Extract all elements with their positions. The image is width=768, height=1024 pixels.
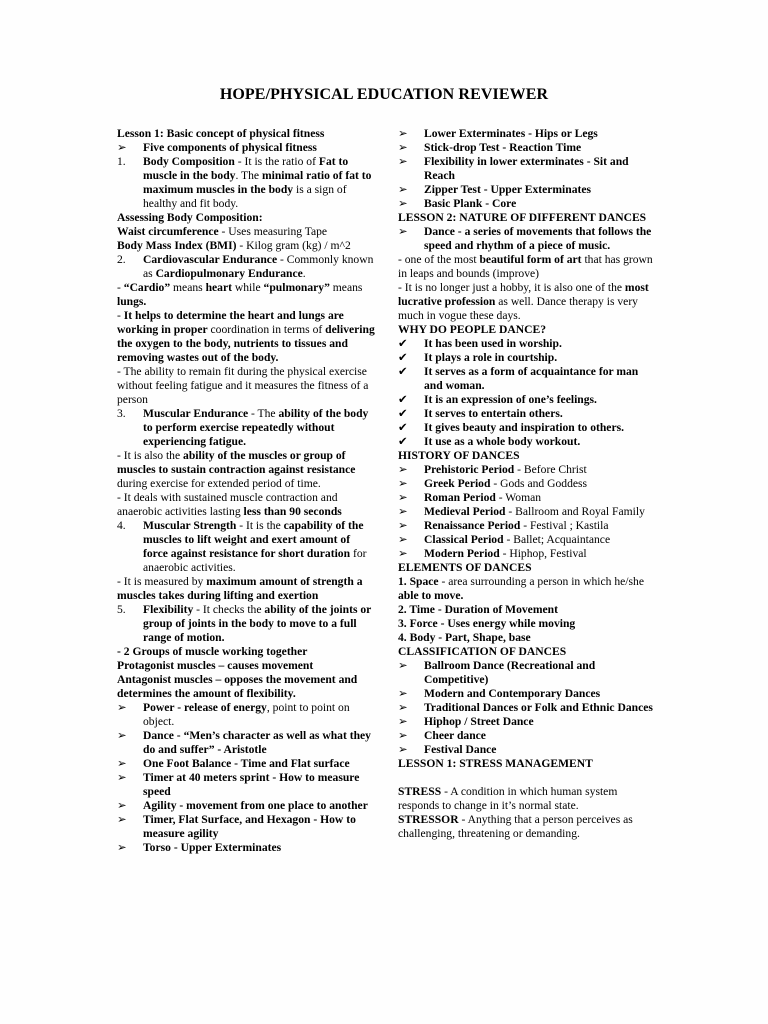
paragraph [117,239,375,253]
arrow-bullet-item [398,743,656,757]
text-run: for anaerobic activities. [143,547,367,574]
paragraph [117,659,375,673]
text-run: - [117,281,124,294]
bold-text-run: It helps to determine the heart and lungs are working in proper [117,309,344,336]
arrow-bullet-icon: ➢ [117,141,127,154]
text-run: - The ability to remain fit during the physical exercise without feeling fatigue and it measures the fitness of a person [117,365,369,406]
text-run: while [231,281,264,294]
bold-text-run: It use as a whole body workout. [424,435,581,448]
bold-text-run: Torso - Upper Exterminates [143,841,282,854]
text-run: . The [235,169,262,182]
arrow-bullet-item [398,701,656,715]
bold-text-run: Cheer dance [424,729,486,742]
arrow-bullet-item [398,659,656,687]
arrow-bullet-item [398,547,656,561]
bold-text-run: Prehistoric Period [424,463,515,476]
bold-text-run: capability of the muscles to lift weight and exert amount of force against resistance for short duration [143,519,364,560]
bold-text-run: Zipper Test - Upper Exterminates [424,183,592,196]
arrow-bullet-icon: ➢ [398,197,408,210]
arrow-bullet-icon: ➢ [398,491,408,504]
checkmark-icon: ✔ [398,435,408,448]
bold-text-run: Festival Dance [424,743,497,756]
text-run: - Festival ; Kastila [520,519,609,532]
arrow-bullet-icon: ➢ [398,743,408,756]
bold-text-run: It serves to entertain others. [424,407,563,420]
bold-text-run: Waist circumference [117,225,219,238]
paragraph [398,813,656,841]
paragraph [398,645,656,659]
arrow-bullet-item [398,687,656,701]
arrow-bullet-item [117,813,375,841]
arrow-bullet-icon: ➢ [398,659,408,672]
bold-text-run: Flexibility [143,603,194,616]
arrow-bullet-icon: ➢ [398,155,408,168]
text-run: - It is measured by [117,575,207,588]
text-run: - one of the most [398,253,480,266]
arrow-bullet-icon: ➢ [117,799,127,812]
text-run: - Ballet; Acquaintance [503,533,611,546]
bold-text-run: 1. Space [398,575,439,588]
text-run: - Gods and Goddess [490,477,588,490]
bold-text-run: One Foot Balance - Time and Flat surface [143,757,350,770]
text-run: - Hiphop, Festival [499,547,587,560]
checkmark-icon: ✔ [398,407,408,420]
bold-text-run: “Cardio” [123,281,171,294]
bold-text-run: Body Mass Index (BMI) [117,239,237,252]
text-run: as well. Dance therapy is very much in vogue these days. [398,295,638,322]
bold-text-run: Medieval Period [424,505,506,518]
arrow-bullet-item [398,155,656,183]
arrow-bullet-icon: ➢ [398,533,408,546]
item-number: 5. [117,603,126,616]
heading-text: WHY DO PEOPLE DANCE? [398,323,547,336]
bold-text-run: STRESSOR [398,813,459,826]
paragraph [398,281,656,323]
bold-text-run: Hiphop / Street Dance [424,715,534,728]
bold-text-run: maximum amount of strength a muscles takes during lifting and exertion [117,575,363,602]
bold-text-run: most lucrative profession [398,281,649,308]
paragraph [398,253,656,281]
heading-text: CLASSIFICATION OF DANCES [398,645,567,658]
text-run: means [329,281,363,294]
paragraph [398,785,656,813]
bold-text-run: lungs. [117,295,147,308]
text-run: coordination in terms of [207,323,326,336]
arrow-bullet-icon: ➢ [398,127,408,140]
paragraph [398,323,656,337]
blank-line [398,771,656,785]
paragraph [117,281,375,309]
arrow-bullet-item [398,505,656,519]
check-item [398,337,656,351]
arrow-bullet-icon: ➢ [117,701,127,714]
bold-text-run: ability of the muscles or group of muscles to sustain contraction against resistance [117,449,356,476]
bold-text-run: Timer, Flat Surface, and Hexagon - How to measure agility [143,813,356,840]
checkmark-icon: ✔ [398,365,408,378]
text-run: - Anything that a person perceives as challenging, threatening or demanding. [398,813,633,840]
arrow-bullet-item [117,141,375,155]
bold-text-run: delivering the oxygen to the body, nutrients to tissues and removing wastes out of the body. [117,323,375,364]
bold-text-run: It plays a role in courtship. [424,351,558,364]
text-run: is a sign of healthy and fit body. [143,183,347,210]
arrow-bullet-icon: ➢ [398,505,408,518]
text-run: - It is the ratio of [234,155,319,168]
arrow-bullet-icon: ➢ [398,687,408,700]
arrow-bullet-item [117,757,375,771]
paragraph [398,757,656,771]
bold-text-run: Modern and Contemporary Dances [424,687,601,700]
arrow-bullet-icon: ➢ [398,519,408,532]
paragraph [117,365,375,407]
text-run: . [302,267,306,280]
heading-text: 2. Time - Duration of Movement [398,603,558,616]
arrow-bullet-item [398,183,656,197]
check-item [398,393,656,407]
arrow-bullet-icon: ➢ [117,757,127,770]
arrow-bullet-icon: ➢ [398,701,408,714]
checkmark-icon: ✔ [398,351,408,364]
bold-text-run: Timer at 40 meters sprint - How to measure speed [143,771,360,798]
bold-text-run: ability of the joints or group of joints in the body to move to a full range of motion. [143,603,372,644]
arrow-bullet-icon: ➢ [117,771,127,784]
text-run: during exercise for extended period of time. [117,477,321,490]
arrow-bullet-icon: ➢ [117,729,127,742]
check-item [398,351,656,365]
text-run: - It is no longer just a hobby, it is also one of the [398,281,625,294]
heading-text: LESSON 2: NATURE OF DIFFERENT DANCES [398,211,647,224]
text-run: - It deals with sustained muscle contraction and anaerobic activities lasting [117,491,338,518]
heading-text: ELEMENTS OF DANCES [398,561,532,574]
arrow-bullet-item [117,799,375,813]
bold-text-run: Stick-drop Test - Reaction Time [424,141,582,154]
bold-text-run: It serves as a form of acquaintance for man and woman. [424,365,639,392]
arrow-bullet-item [117,841,375,855]
heading-text: HISTORY OF DANCES [398,449,520,462]
arrow-bullet-item [117,771,375,799]
bold-text-run: Flexibility in lower exterminates - Sit and Reach [424,155,629,182]
bold-text-run: Roman Period [424,491,496,504]
paragraph [117,673,375,701]
checkmark-icon: ✔ [398,393,408,406]
arrow-bullet-item [398,127,656,141]
text-run: - Before Christ [514,463,587,476]
numbered-item [117,155,375,211]
bold-text-run: Basic Plank - Core [424,197,517,210]
arrow-bullet-icon: ➢ [398,463,408,476]
arrow-bullet-item [117,729,375,757]
bold-text-run: Dance - “Men’s character as well as what they do and suffer” - Aristotle [143,729,371,756]
text-run: - It is also the [117,449,184,462]
text-run: - A condition in which human system responds to change in it’s normal state. [398,785,618,812]
paragraph [117,575,375,603]
bold-text-run: Five components of physical fitness [143,141,317,154]
checkmark-icon: ✔ [398,337,408,350]
numbered-item [117,407,375,449]
paragraph [117,491,375,519]
bold-text-run: Renaissance Period [424,519,521,532]
text-run: - area surrounding a person in which he/she [438,575,644,588]
check-item [398,365,656,393]
arrow-bullet-item [398,477,656,491]
bold-text-run: - 2 Groups of muscle working together [117,645,308,658]
text-run: - [117,309,124,322]
left-column [117,127,375,855]
numbered-item [117,603,375,645]
arrow-bullet-item [398,533,656,547]
bold-text-run: STRESS [398,785,442,798]
bold-text-run: Ballroom Dance (Recreational and Competitive) [424,659,596,686]
text-run: , point to point on object. [143,701,350,728]
page-title: HOPE/PHYSICAL EDUCATION REVIEWER [219,86,549,103]
arrow-bullet-icon: ➢ [398,183,408,196]
arrow-bullet-item [398,491,656,505]
bold-text-run: Antagonist muscles – opposes the movement and determines the amount of flexibility. [117,673,358,700]
paragraph [117,449,375,491]
bold-text-run: “pulmonary” [263,281,330,294]
text-run: means [170,281,206,294]
text-run: - It checks the [193,603,265,616]
bold-text-run: Modern Period [424,547,500,560]
arrow-bullet-icon: ➢ [117,841,127,854]
text-run: - Woman [495,491,542,504]
numbered-item [117,519,375,575]
arrow-bullet-icon: ➢ [398,477,408,490]
bold-text-run: ability of the body to perform exercise repeatedly without experiencing fatigue. [143,407,369,448]
bold-text-run: Greek Period [424,477,491,490]
bold-text-run: Power - release of energy [143,701,267,714]
arrow-bullet-icon: ➢ [398,141,408,154]
arrow-bullet-icon: ➢ [398,547,408,560]
paragraph [117,127,375,141]
check-item [398,421,656,435]
heading-text: Lesson 1: Basic concept of physical fitness [117,127,325,140]
bold-text-run: Muscular Strength [143,519,237,532]
bold-text-run: heart [205,281,232,294]
check-item [398,407,656,421]
paragraph [398,211,656,225]
arrow-bullet-item [398,197,656,211]
arrow-bullet-item [398,225,656,253]
bold-text-run: Protagonist muscles – causes movement [117,659,314,672]
item-number: 2. [117,253,126,266]
arrow-bullet-item [117,701,375,729]
text-run: - Uses measuring Tape [218,225,328,238]
heading-text: 3. Force - Uses energy while moving [398,617,576,630]
numbered-item [117,253,375,281]
bold-text-run: Dance - a series of movements that follows the speed and rhythm of a piece of music. [424,225,652,252]
bold-text-run: Lower Exterminates - Hips or Legs [424,127,598,140]
bold-text-run: It is an expression of one’s feelings. [424,393,597,406]
paragraph [398,449,656,463]
arrow-bullet-icon: ➢ [398,225,408,238]
heading-text: Assessing Body Composition: [117,211,263,224]
paragraph [398,561,656,575]
item-number: 1. [117,155,126,168]
bold-text-run: Agility - movement from one place to another [143,799,368,812]
check-item [398,435,656,449]
bold-text-run: Fat to muscle in the body [143,155,349,182]
paragraph [117,211,375,225]
right-column [398,127,656,841]
paragraph [398,617,656,631]
arrow-bullet-icon: ➢ [117,813,127,826]
paragraph [398,575,656,603]
bold-text-run: Body Composition [143,155,235,168]
text-run: - It is the [236,519,284,532]
text-run: that has grown in leaps and bounds (improve) [398,253,653,280]
bold-text-run: Classical Period [424,533,504,546]
arrow-bullet-item [398,519,656,533]
heading-text: 4. Body - Part, Shape, base [398,631,531,644]
bold-text-run: It has been used in worship. [424,337,562,350]
paragraph [117,645,375,659]
bold-text-run: beautiful form of art [479,253,582,266]
checkmark-icon: ✔ [398,421,408,434]
bold-text-run: able to move. [398,589,464,602]
arrow-bullet-icon: ➢ [398,715,408,728]
text-run: - Ballroom and Royal Family [505,505,645,518]
bold-text-run: It gives beauty and inspiration to others. [424,421,625,434]
paragraph [117,309,375,365]
bold-text-run: Muscular Endurance [143,407,249,420]
item-number: 3. [117,407,126,420]
arrow-bullet-item [398,463,656,477]
arrow-bullet-icon: ➢ [398,729,408,742]
paragraph [398,603,656,617]
bold-text-run: Cardiopulmonary Endurance [155,267,303,280]
arrow-bullet-item [398,715,656,729]
arrow-bullet-item [398,141,656,155]
text-run: - The [248,407,279,420]
bold-text-run: minimal ratio of fat to maximum muscles in the body [143,169,372,196]
text-run: - Kilog gram (kg) / m^2 [236,239,351,252]
bold-text-run: Traditional Dances or Folk and Ethnic Dances [424,701,653,714]
text-run: - Commonly known as [143,253,374,280]
heading-text: LESSON 1: STRESS MANAGEMENT [398,757,593,770]
bold-text-run: less than 90 seconds [243,505,342,518]
paragraph [398,631,656,645]
item-number: 4. [117,519,126,532]
bold-text-run: Cardiovascular Endurance [143,253,278,266]
arrow-bullet-item [398,729,656,743]
paragraph [117,225,375,239]
